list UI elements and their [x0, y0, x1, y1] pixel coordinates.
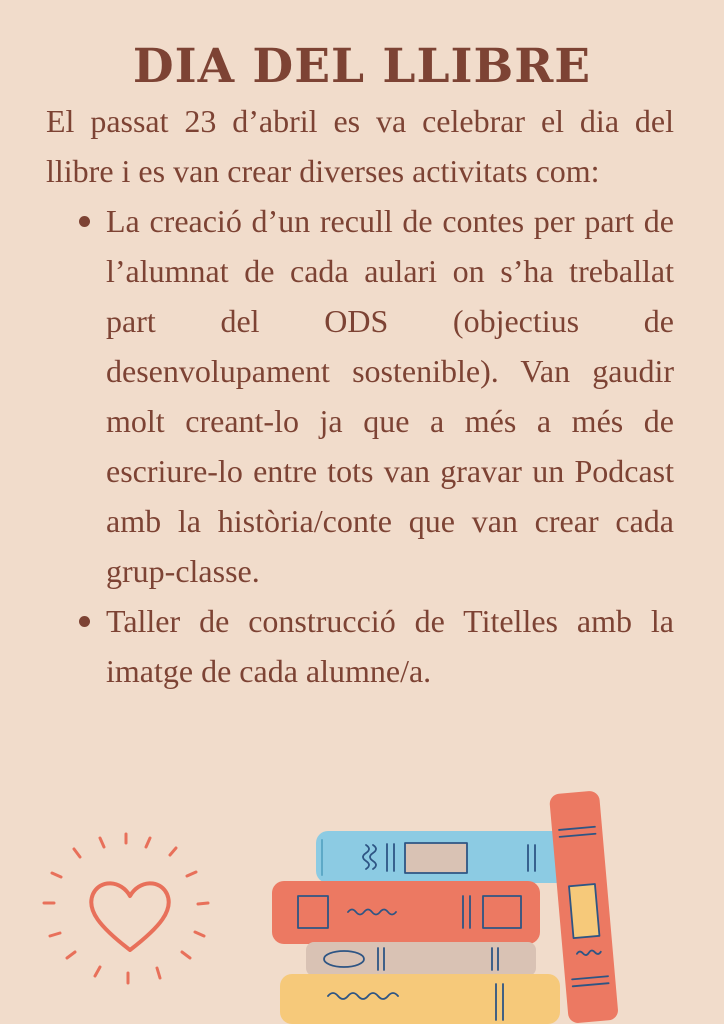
bullet-icon — [79, 216, 90, 227]
list-item-text: Taller de construcció de Titelles amb la imatge de cada alumne/a. — [106, 603, 674, 689]
bullet-icon — [79, 616, 90, 627]
intro-paragraph: El passat 23 d’abril es va celebrar el dia del llibre i es van crear diverses activitats com: — [46, 103, 674, 189]
activities-list — [46, 196, 674, 696]
books-stack-icon — [272, 790, 619, 1024]
article-body — [46, 96, 674, 696]
heart-icon — [44, 834, 208, 983]
page-title: DIA DEL LLIBRE — [132, 39, 592, 95]
list-item — [46, 196, 674, 596]
list-item — [46, 596, 674, 696]
illustration — [0, 790, 724, 1024]
list-item-text: La creació d’un recull de contes per part de l’alumnat de cada aulari on s’ha treballat part del ODS (objectius de desenvolupament sostenible). Van gaudir molt creant-lo ja que a més a més de escriure-lo entre tots van gravar un Podcast amb la història/conte que van crear cada grup-classe. — [106, 203, 674, 589]
